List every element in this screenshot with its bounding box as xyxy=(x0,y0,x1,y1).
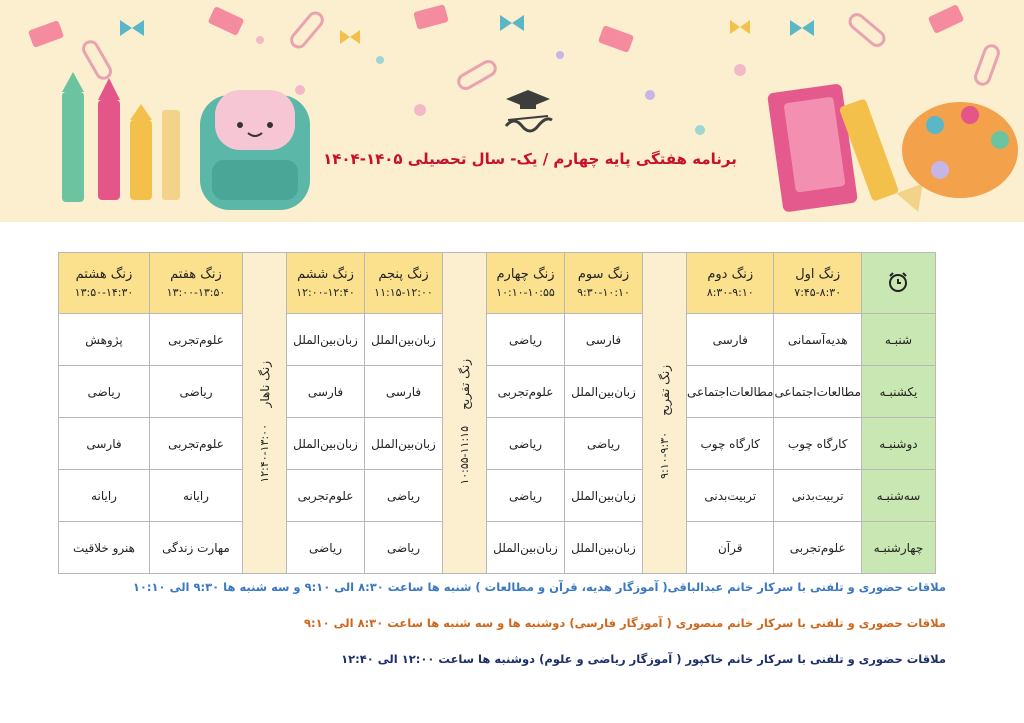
period-header-6 xyxy=(287,253,365,314)
period-time: ۷:۴۵-۸:۳۰ xyxy=(794,286,842,299)
day-label: دوشنبـه xyxy=(861,418,935,470)
schedule-cell: فارسی xyxy=(687,314,774,366)
table-row xyxy=(59,470,936,522)
schedule-cell: زبان‌بین‌الملل xyxy=(487,522,565,574)
schedule-cell: فارسی xyxy=(287,366,365,418)
schedule-cell: ریاضی xyxy=(150,366,243,418)
lunch-column xyxy=(243,253,287,574)
schedule-cell: فارسی xyxy=(565,314,643,366)
table-row xyxy=(59,314,936,366)
period-time: ۱۳:۵۰-۱۴:۳۰ xyxy=(74,286,134,299)
day-label: چهارشنبـه xyxy=(861,522,935,574)
break-column-1 xyxy=(643,253,687,574)
schedule-cell: زبان‌بین‌الملل xyxy=(565,522,643,574)
period-header-7 xyxy=(150,253,243,314)
table-row xyxy=(59,366,936,418)
period-header-2 xyxy=(687,253,774,314)
break-label: زنگ ناهار xyxy=(257,361,272,408)
schedule-cell: هنرو خلاقیت xyxy=(59,522,150,574)
schedule-cell: رایانه xyxy=(150,470,243,522)
period-name: زنگ پنجم xyxy=(378,267,429,282)
period-time: ۱۳:۰۰-۱۳:۵۰ xyxy=(166,286,226,299)
schedule-cell: ریاضی xyxy=(487,314,565,366)
break-time: ۱۲:۴۰-۱۳:۰۰ xyxy=(258,423,271,483)
clock-cell xyxy=(861,253,935,314)
day-label: شنبـه xyxy=(861,314,935,366)
schedule-cell: زبان‌بین‌الملل xyxy=(565,470,643,522)
period-time: ۱۱:۱۵-۱۲:۰۰ xyxy=(374,286,433,299)
break-time: ۱۰:۵۵-۱۱:۱۵ xyxy=(458,426,471,485)
schedule-cell: مهارت زندگی xyxy=(150,522,243,574)
teacher-note-3: ملاقات حضوری و تلفنی با سرکار خانم خاکپور ( آموزگار ریاضی و علوم) دوشنبه ها ساعت ۱۲:۰۰ الی ۱۲:۴۰ xyxy=(341,652,946,666)
period-name: زنگ سوم xyxy=(577,267,630,282)
schedule-cell: علوم‌تجربی xyxy=(150,418,243,470)
graduation-cap-logo-icon xyxy=(500,86,556,142)
period-name: زنگ اول xyxy=(795,267,841,282)
day-label: سه‌شنبـه xyxy=(861,470,935,522)
break-label: زنگ تفریح xyxy=(657,365,672,416)
break-label: زنگ تفریح xyxy=(457,359,472,411)
schedule-cell: علوم‌تجربی xyxy=(774,522,861,574)
schedule-cell: علوم‌تجربی xyxy=(150,314,243,366)
schedule-cell: مطالعات‌اجتماعی xyxy=(687,366,774,418)
schedule-cell: ریاضی xyxy=(565,418,643,470)
schedule-cell: رایانه xyxy=(59,470,150,522)
period-time: ۸:۳۰-۹:۱۰ xyxy=(706,286,754,299)
break-time: ۹:۱۰-۹:۳۰ xyxy=(658,431,671,479)
schedule-cell: زبان‌بین‌الملل xyxy=(565,366,643,418)
page-title: برنامه هفتگی پایه چهارم / یک- سال تحصیلی ۱۴۰۵-۱۴۰۴ xyxy=(323,150,737,168)
schedule-cell: ریاضی xyxy=(59,366,150,418)
schedule-cell: ریاضی xyxy=(365,470,443,522)
period-name: زنگ دوم xyxy=(707,267,754,282)
period-header-5 xyxy=(365,253,443,314)
teacher-contact-notes xyxy=(66,578,946,686)
schedule-cell: ریاضی xyxy=(365,522,443,574)
period-name: زنگ چهارم xyxy=(496,267,555,282)
schedule-cell: علوم‌تجربی xyxy=(487,366,565,418)
table-row xyxy=(59,418,936,470)
schedule-cell: فارسی xyxy=(365,366,443,418)
schedule-cell: پژوهش xyxy=(59,314,150,366)
schedule-cell: قرآن xyxy=(687,522,774,574)
header-row xyxy=(59,253,936,314)
day-label: یکشنبـه xyxy=(861,366,935,418)
schedule-cell: علوم‌تجربی xyxy=(287,470,365,522)
schedule-cell: کارگاه چوب xyxy=(687,418,774,470)
schedule-cell: زبان‌بین‌الملل xyxy=(365,418,443,470)
header-banner xyxy=(0,0,1024,222)
schedule-cell: زبان‌بین‌الملل xyxy=(287,314,365,366)
period-header-8 xyxy=(59,253,150,314)
schedule-cell: کارگاه چوب xyxy=(774,418,861,470)
schedule-cell: مطالعات‌اجتماعی xyxy=(774,366,861,418)
table-row xyxy=(59,522,936,574)
period-time: ۹:۳۰-۱۰:۱۰ xyxy=(577,286,630,299)
schedule-cell: هدیه‌آسمانی xyxy=(774,314,861,366)
weekly-schedule-table xyxy=(58,252,936,574)
schedule-cell: زبان‌بین‌الملل xyxy=(365,314,443,366)
schedule-cell: ریاضی xyxy=(487,418,565,470)
period-header-3 xyxy=(565,253,643,314)
period-name: زنگ هفتم xyxy=(170,267,222,282)
teacher-note-1: ملاقات حضوری و تلفنی با سرکار خانم عبدالباقی( آموزگار هدیه، قرآن و مطالعات ) شنبه ها ساعت ۸:۳۰ الی ۹:۱۰ و سه شنبه ها ۹:۳۰ الی ۱۰:۱۰ xyxy=(132,580,946,594)
schedule-cell: فارسی xyxy=(59,418,150,470)
schedule-cell: زبان‌بین‌الملل xyxy=(287,418,365,470)
schedule-cell: ریاضی xyxy=(487,470,565,522)
period-name: زنگ ششم xyxy=(297,267,354,282)
period-name: زنگ هشتم xyxy=(75,267,133,282)
period-header-4 xyxy=(487,253,565,314)
break-column-2 xyxy=(443,253,487,574)
schedule-cell: ریاضی xyxy=(287,522,365,574)
schedule-cell: تربیت‌بدنی xyxy=(687,470,774,522)
period-time: ۱۲:۰۰-۱۲:۴۰ xyxy=(296,286,355,299)
alarm-clock-icon xyxy=(887,271,909,293)
teacher-note-2: ملاقات حضوری و تلفنی با سرکار خانم منصوری ( آموزگار فارسی) دوشنبه ها و سه شنبه ها ساعت ۸:۳۰ الی ۹:۱۰ xyxy=(304,616,946,630)
period-header-1 xyxy=(774,253,861,314)
period-time: ۱۰:۱۰-۱۰:۵۵ xyxy=(496,286,555,299)
schedule-cell: تربیت‌بدنی xyxy=(774,470,861,522)
